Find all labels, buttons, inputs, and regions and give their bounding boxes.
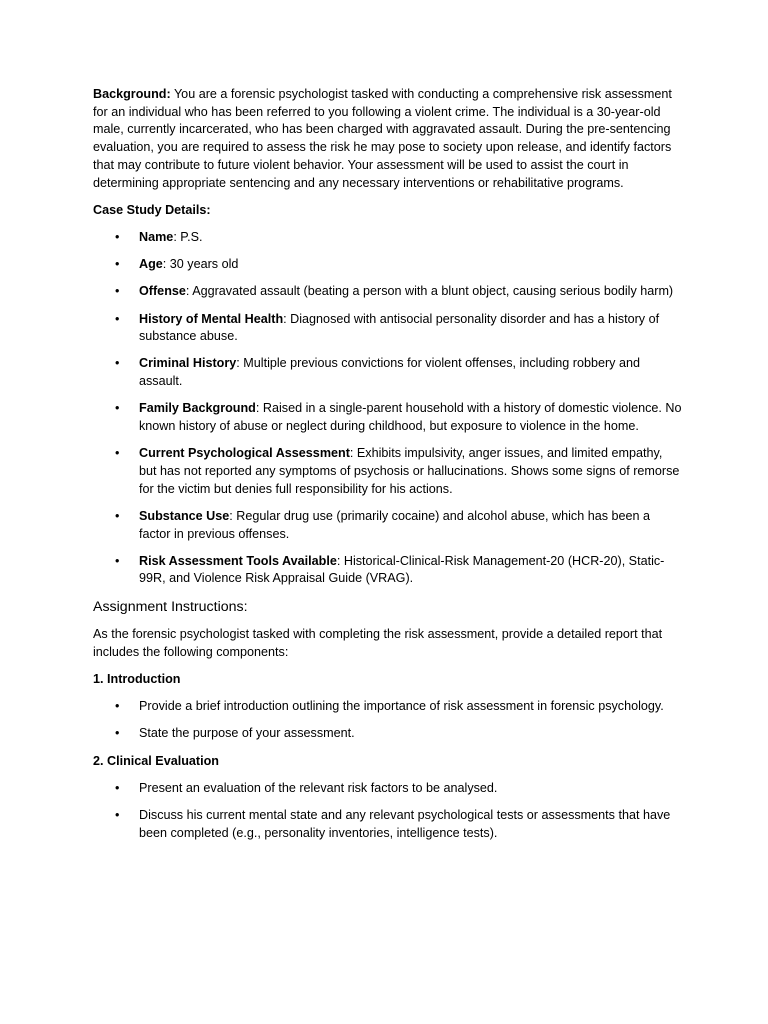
item-text: Present an evaluation of the relevant risk factors to be analysed. [139, 780, 498, 795]
item-text: Provide a brief introduction outlining the importance of risk assessment in forensic psychology. [139, 699, 664, 714]
list-item [93, 229, 683, 247]
case-study-label: Case Study Details: [93, 202, 211, 217]
section-title-introduction: 1. Introduction [93, 672, 181, 687]
item-term: Age [139, 257, 163, 272]
bullet-icon: • [115, 446, 120, 461]
list-item [93, 508, 683, 543]
item-text: : Diagnosed with antisocial personality disorder and has a history of substance abuse. [139, 311, 660, 344]
bullet-icon: • [115, 726, 120, 741]
bullet-icon: • [115, 508, 120, 523]
bullet-icon: • [115, 401, 120, 416]
item-text: : 30 years old [162, 257, 239, 272]
list-item [93, 725, 683, 743]
bullet-icon: • [115, 553, 120, 568]
list-item [93, 283, 683, 301]
item-text: Discuss his current mental state and any relevant psychological tests or assessments that have been completed (e.g., personality inventories, intelligence tests). [139, 808, 671, 840]
bullet-icon: • [115, 257, 120, 272]
item-term: Offense [139, 284, 186, 299]
item-text: : Regular drug use (primarily cocaine) and alcohol abuse, which has been a factor in previous offenses. [139, 508, 651, 541]
bullet-icon: • [115, 356, 120, 371]
item-term: Risk Assessment Tools Available [139, 553, 337, 568]
background-paragraph [93, 86, 683, 192]
bullet-icon: • [115, 699, 120, 714]
item-term: Criminal History [139, 356, 237, 371]
item-term: Name [139, 229, 174, 244]
bullet-icon: • [115, 229, 120, 244]
clinical-evaluation-list [93, 780, 683, 843]
list-item [93, 807, 683, 842]
item-text: : Historical-Clinical-Risk Management-20 (HCR-20), Static-99R, and Violence Risk Appraisal Guide (VRAG). [139, 553, 665, 586]
list-item [93, 355, 683, 390]
list-item [93, 311, 683, 346]
instructions-intro: As the forensic psychologist tasked with completing the risk assessment, provide a detailed report that includes the following components: [93, 627, 663, 659]
assignment-instructions-heading: Assignment Instructions: [93, 598, 248, 615]
case-study-list [93, 229, 683, 588]
list-item [93, 400, 683, 435]
list-item [93, 780, 683, 798]
list-item [93, 553, 683, 588]
item-term: History of Mental Health [139, 311, 284, 326]
item-term: Substance Use [139, 508, 230, 523]
list-item [93, 256, 683, 274]
item-text: : Exhibits impulsivity, anger issues, and limited empathy, but has not reported any symptoms of psychosis or hallucinations. Shows some signs of remorse for the victim but denies full responsibility for his actions. [139, 446, 680, 496]
item-text: : Multiple previous convictions for violent offenses, including robbery and assault. [139, 356, 640, 389]
item-text: : Aggravated assault (beating a person with a blunt object, causing serious bodily harm) [185, 284, 674, 299]
bullet-icon: • [115, 311, 120, 326]
background-text: You are a forensic psychologist tasked with conducting a comprehensive risk assessment for an individual who has been referred to you following a violent crime. The individual is a 30-year-old male, currently incarcerated, who has been charged with aggravated assault. During the pre-sentencing evaluation, you are required to assess the risk he may pose to society upon release, and identify factors that may contribute to future violent behavior. Your assessment will be used to assist the court in determining appropriate sentencing and any necessary interventions or rehabilitative programs. [93, 87, 672, 190]
background-label: Background: [93, 87, 171, 101]
item-text: : P.S. [173, 229, 203, 244]
bullet-icon: • [115, 284, 120, 299]
introduction-list [93, 698, 683, 743]
item-term: Family Background [139, 401, 256, 416]
bullet-icon: • [115, 808, 120, 823]
item-text: : Raised in a single-parent household with a history of domestic violence. No known history of abuse or neglect during childhood, but exposure to violence in the home. [139, 401, 682, 434]
item-text: State the purpose of your assessment. [139, 726, 355, 741]
document-page [93, 86, 683, 852]
list-item [93, 445, 683, 498]
item-term: Current Psychological Assessment [139, 446, 350, 461]
bullet-icon: • [115, 780, 120, 795]
list-item [93, 698, 683, 716]
section-title-clinical-evaluation: 2. Clinical Evaluation [93, 753, 219, 768]
